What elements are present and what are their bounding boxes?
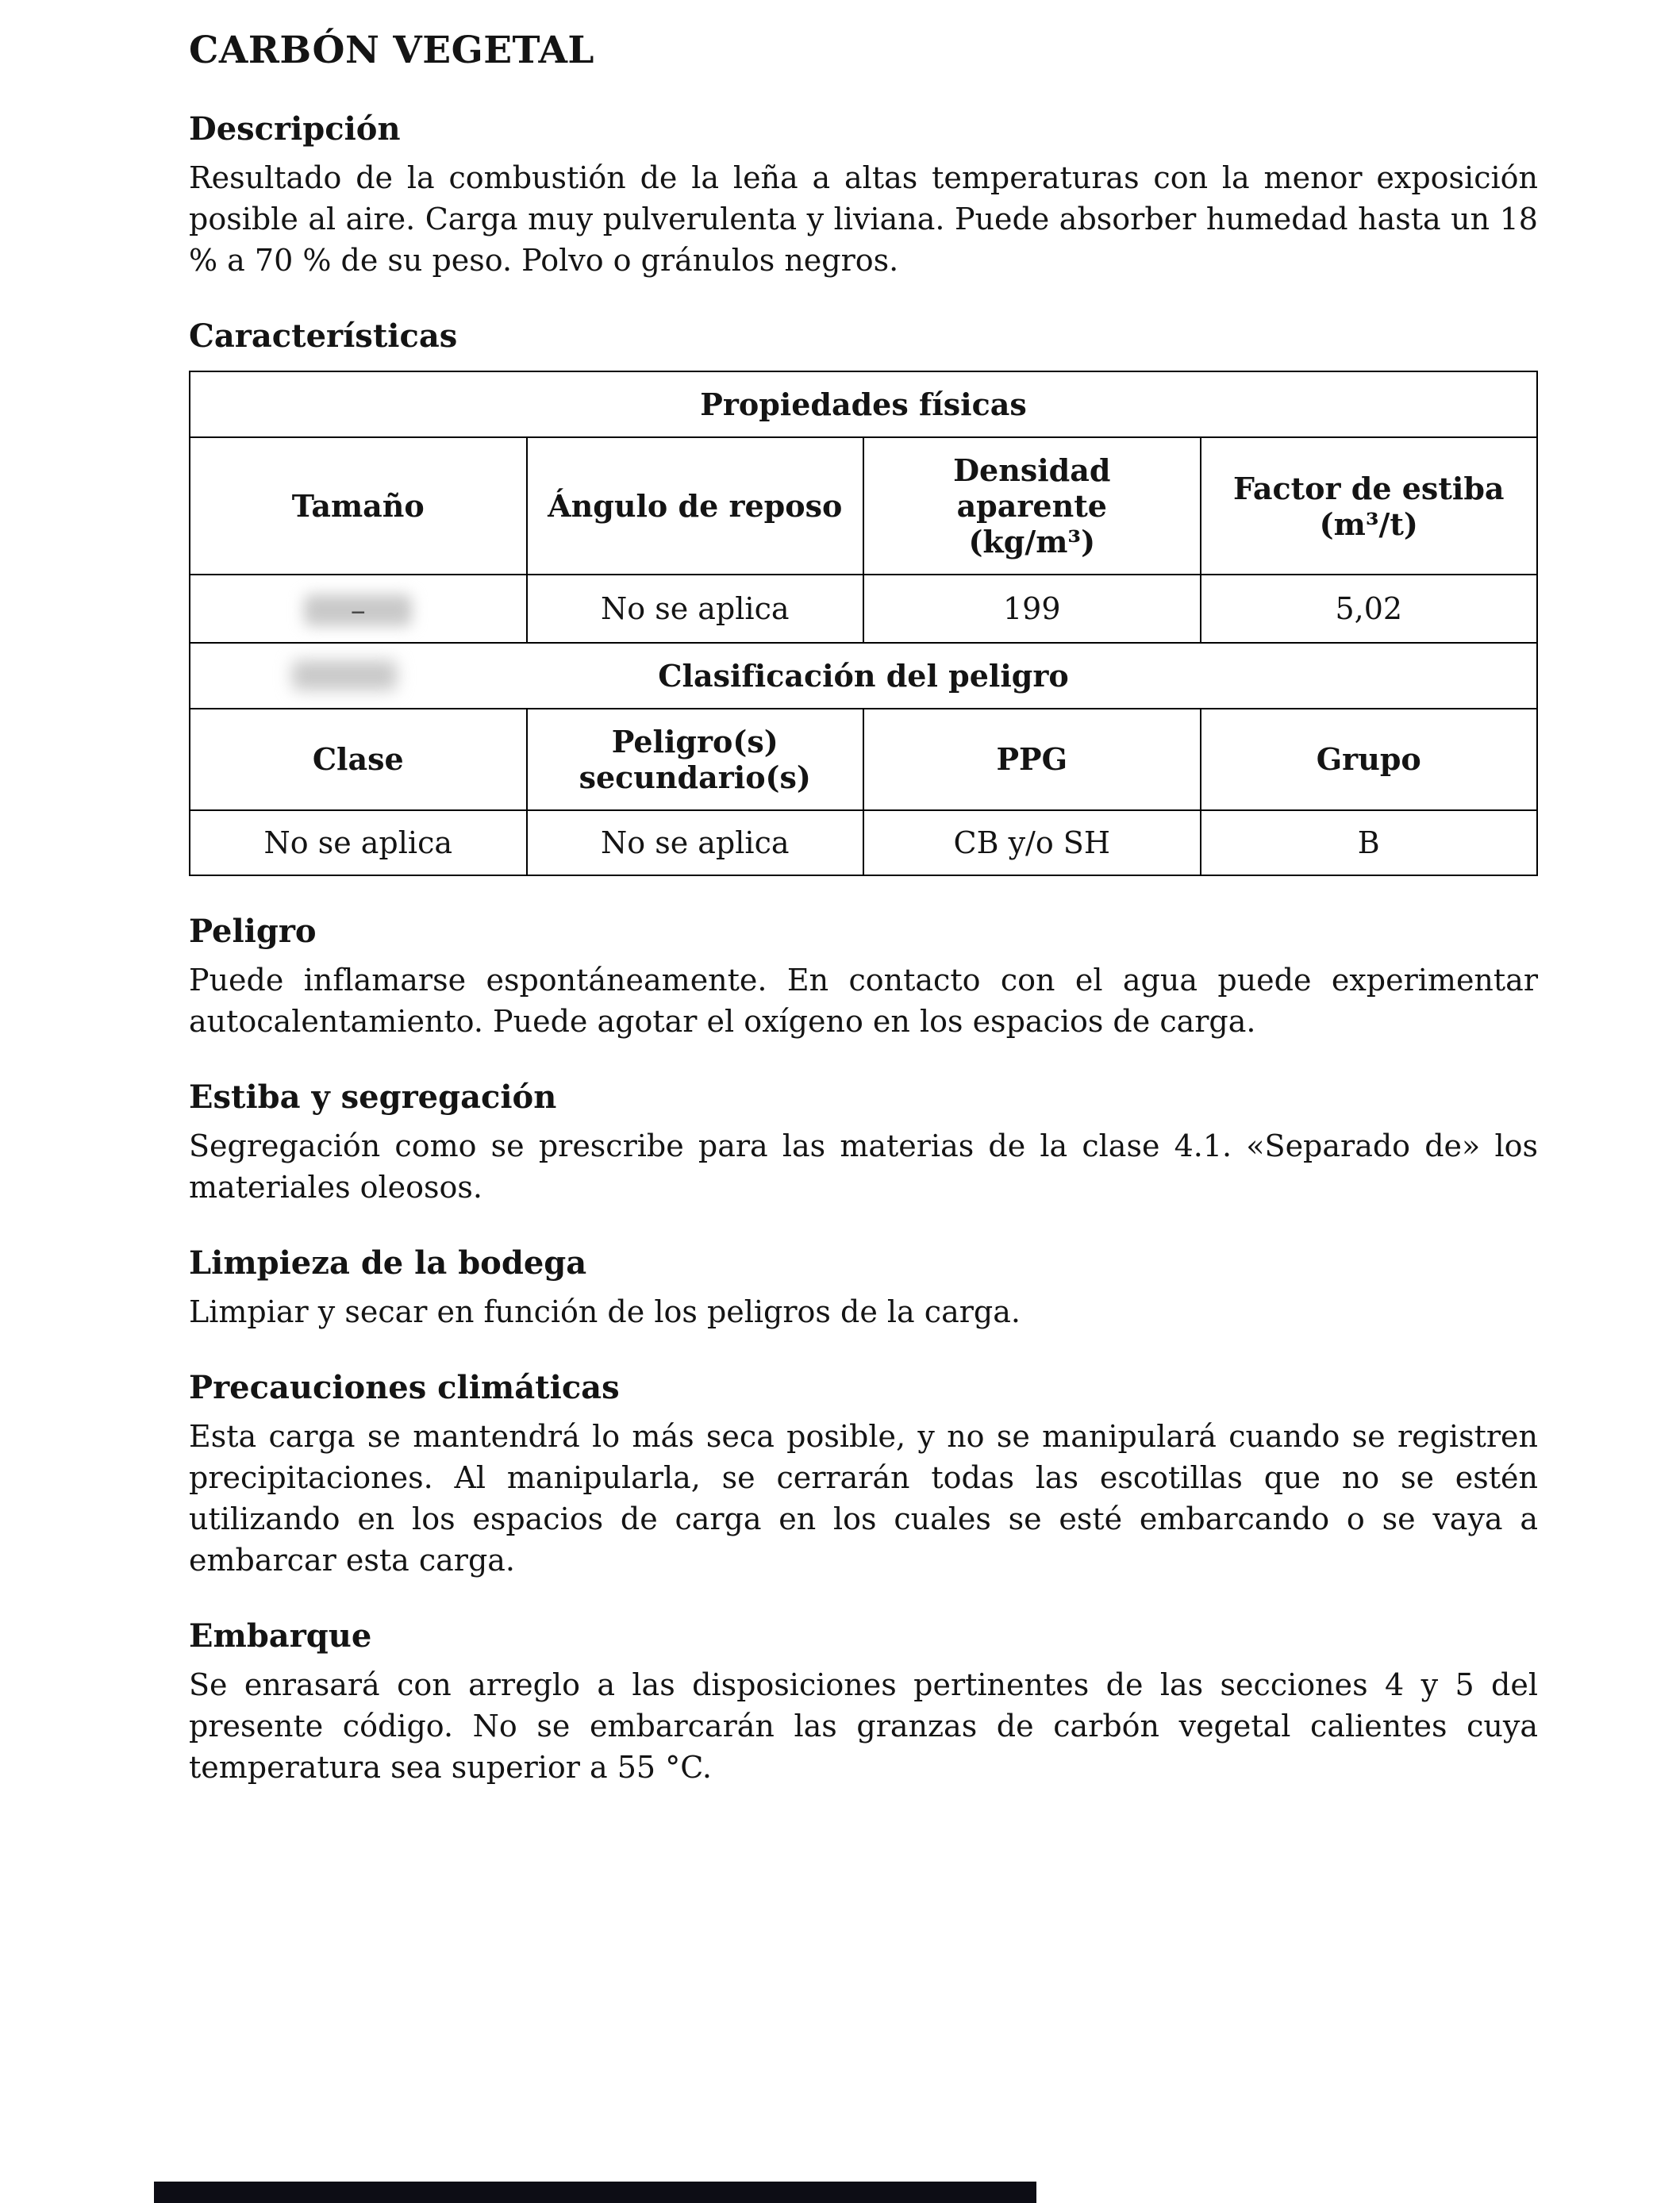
col-header-densidad-unit: (kg/m³)	[968, 524, 1096, 560]
col-header-densidad-label: Densidad aparente	[953, 452, 1111, 525]
body-peligro: Puede inflamarse espontáneamente. En contacto con el agua puede experimentar autocalentamiento. Puede agotar el oxígeno en los espacios de carga.	[189, 962, 1538, 1039]
col-header-estiba	[1201, 437, 1538, 575]
col-header-clase: Clase	[190, 709, 527, 810]
col-header-peligro-secundario: Peligro(s) secundario(s)	[527, 709, 864, 810]
heading-caracteristicas: Características	[189, 317, 458, 356]
heading-estiba-segregacion: Estiba y segregación	[189, 1078, 557, 1116]
scan-footer-bar	[154, 2182, 1036, 2203]
heading-precauciones-climaticas: Precauciones climáticas	[189, 1368, 620, 1406]
cell-clase-value: No se aplica	[190, 810, 527, 875]
cell-ppg-value: CB y/o SH	[863, 810, 1201, 875]
section-descripcion	[189, 110, 1538, 281]
table-row-headers-physical	[190, 437, 1537, 575]
cell-grupo-value: B	[1201, 810, 1538, 875]
body-precauciones-climaticas: Esta carga se mantendrá lo más seca posible, y no se manipulará cuando se registren precipitaciones. Al manipularla, se cerrarán todas las escotillas que no se estén utilizando en los espacios de carga en los cuales se esté embarcando o se vaya a embarcar esta carga.	[189, 1418, 1538, 1578]
heading-peligro: Peligro	[189, 912, 317, 950]
heading-descripcion: Descripción	[189, 110, 401, 148]
heading-limpieza-bodega: Limpieza de la bodega	[189, 1244, 587, 1282]
section-embarque	[189, 1617, 1538, 1788]
redacted-text-blur	[302, 593, 413, 628]
cell-angulo-value: No se aplica	[527, 575, 864, 643]
body-limpieza-bodega: Limpiar y secar en función de los peligros de la carga.	[189, 1294, 1021, 1329]
col-header-ppg: PPG	[863, 709, 1201, 810]
redacted-text-blur-2	[292, 660, 397, 690]
cell-peligro-secundario-value: No se aplica	[527, 810, 864, 875]
col-header-tamano: Tamaño	[190, 437, 527, 575]
body-embarque: Se enrasará con arreglo a las disposiciones pertinentes de las secciones 4 y 5 del presente código. No se embarcarán las granzas de carbón vegetal calientes cuya temperatura sea superior a 55 °C.	[189, 1667, 1538, 1786]
heading-embarque: Embarque	[189, 1617, 372, 1655]
section-precauciones-climaticas	[189, 1369, 1538, 1581]
page-title: CARBÓN VEGETAL	[189, 29, 594, 72]
cell-estiba-value: 5,02	[1201, 575, 1538, 643]
cell-tamano-value	[190, 575, 527, 643]
table-row-headers-hazard	[190, 709, 1537, 810]
properties-table	[189, 371, 1538, 876]
table-row-hazard-values	[190, 810, 1537, 875]
col-header-estiba-unit: (m³/t)	[1319, 506, 1418, 542]
physical-properties-title: Propiedades físicas	[190, 371, 1537, 437]
body-descripcion: Resultado de la combustión de la leña a altas temperaturas con la menor exposición posible al aire. Carga muy pulverulenta y liviana. Puede absorber humedad hasta un 18 % a 70 % de su peso. Polvo o gránulos negros.	[189, 160, 1538, 279]
tamano-dash: –	[350, 592, 366, 628]
section-limpieza-bodega	[189, 1244, 1538, 1332]
section-caracteristicas	[189, 317, 1538, 876]
table-row-hazard-title	[190, 643, 1537, 709]
col-header-estiba-label: Factor de estiba	[1232, 470, 1505, 506]
page-content	[189, 22, 1538, 1788]
col-header-densidad	[863, 437, 1201, 575]
body-estiba-segregacion: Segregación como se prescribe para las materias de la clase 4.1. «Separado de» los materiales oleosos.	[189, 1128, 1538, 1205]
hazard-title-text: Clasificación del peligro	[658, 657, 1069, 694]
table-row-physical-title	[190, 371, 1537, 437]
hazard-classification-title	[190, 643, 1537, 709]
table-row-physical-values	[190, 575, 1537, 643]
col-header-angulo: Ángulo de reposo	[527, 437, 864, 575]
section-peligro	[189, 913, 1538, 1042]
col-header-grupo: Grupo	[1201, 709, 1538, 810]
section-estiba-segregacion	[189, 1078, 1538, 1208]
cell-densidad-value: 199	[863, 575, 1201, 643]
